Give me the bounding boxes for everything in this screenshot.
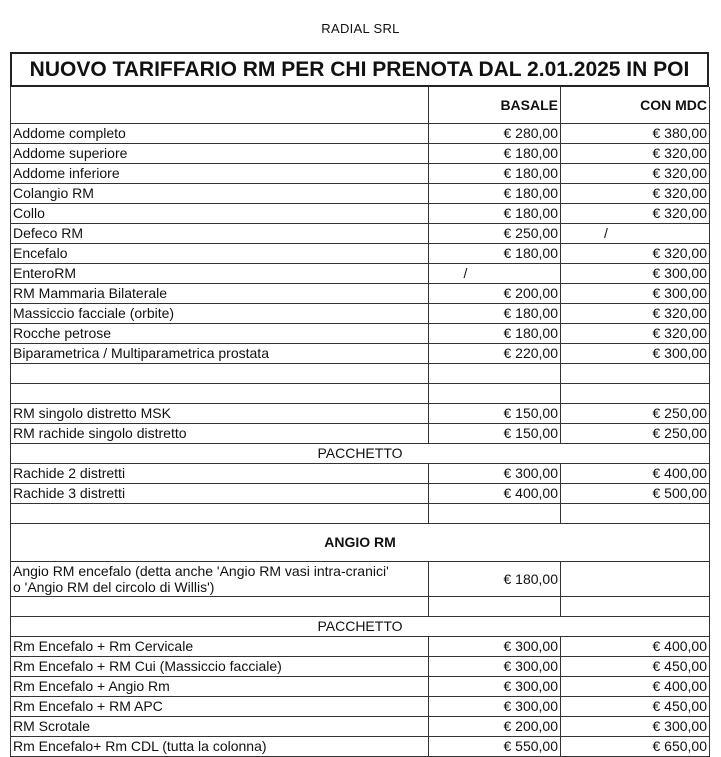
price-basale: € 200,00 (429, 284, 561, 304)
table-row (11, 304, 710, 324)
table-row (11, 697, 710, 717)
exam-name: Rachide 3 distretti (11, 484, 429, 504)
exam-name: Rm Encefalo + Rm Cervicale (11, 637, 429, 657)
pacchetto-heading: PACCHETTO (11, 444, 710, 464)
exam-name: Encefalo (11, 244, 429, 264)
table-row (11, 264, 710, 284)
table-row (11, 637, 710, 657)
price-basale: € 300,00 (429, 637, 561, 657)
exam-name: Rm Encefalo + RM Cui (Massiccio facciale) (11, 657, 429, 677)
price-basale: € 180,00 (429, 244, 561, 264)
price-table (10, 87, 710, 757)
table-header-row (11, 87, 710, 124)
table-row (11, 344, 710, 364)
table-row (11, 144, 710, 164)
angio-line-1: Angio RM encefalo (detta anche 'Angio RM vasi intra-cranici' (13, 563, 389, 579)
exam-name: Rm Encefalo + RM APC (11, 697, 429, 717)
angio-row (11, 562, 710, 597)
price-con-mdc: € 320,00 (561, 324, 710, 344)
table-row (11, 224, 710, 244)
blank-row (11, 597, 710, 617)
angio-exam-name (11, 562, 429, 597)
price-basale: € 550,00 (429, 737, 561, 757)
price-con-mdc: € 380,00 (561, 124, 710, 144)
angio-price-basale: € 180,00 (429, 562, 561, 597)
main-exams-section (11, 124, 710, 364)
price-con-mdc: € 250,00 (561, 424, 710, 444)
table-row (11, 737, 710, 757)
exam-name: Rm Encefalo+ Rm CDL (tutta la colonna) (11, 737, 429, 757)
price-con-mdc: € 300,00 (561, 284, 710, 304)
price-basale: € 150,00 (429, 404, 561, 424)
table-row (11, 484, 710, 504)
table-row (11, 204, 710, 224)
table-row (11, 124, 710, 144)
price-con-mdc: € 450,00 (561, 657, 710, 677)
table-row (11, 324, 710, 344)
price-con-mdc: € 320,00 (561, 164, 710, 184)
price-basale: € 300,00 (429, 697, 561, 717)
angio-line-2: o 'Angio RM del circolo di Willis') (13, 579, 215, 595)
table-row (11, 164, 710, 184)
exam-name: RM Scrotale (11, 717, 429, 737)
price-con-mdc: € 650,00 (561, 737, 710, 757)
exam-name: Rm Encefalo + Angio Rm (11, 677, 429, 697)
price-basale: € 180,00 (429, 144, 561, 164)
price-basale: € 180,00 (429, 164, 561, 184)
table-row (11, 244, 710, 264)
price-con-mdc: € 450,00 (561, 697, 710, 717)
price-basale: € 200,00 (429, 717, 561, 737)
package-section (11, 637, 710, 757)
pacchetto-heading-row-2 (11, 617, 710, 637)
document-title: NUOVO TARIFFARIO RM PER CHI PRENOTA DAL 2.01.2025 IN POI (10, 52, 709, 87)
rachide-section (11, 464, 710, 504)
exam-name: RM Mammaria Bilaterale (11, 284, 429, 304)
price-basale: / (429, 264, 561, 284)
column-header-con-mdc: CON MDC (561, 87, 710, 124)
exam-name: Addome inferiore (11, 164, 429, 184)
price-con-mdc: € 320,00 (561, 144, 710, 164)
exam-name: Addome completo (11, 124, 429, 144)
price-con-mdc: € 400,00 (561, 464, 710, 484)
price-basale: € 280,00 (429, 124, 561, 144)
pacchetto-heading-row (11, 444, 710, 464)
price-con-mdc: € 300,00 (561, 344, 710, 364)
exam-name: RM singolo distretto MSK (11, 404, 429, 424)
table-row (11, 677, 710, 697)
price-basale: € 400,00 (429, 484, 561, 504)
price-basale: € 300,00 (429, 677, 561, 697)
price-basale: € 150,00 (429, 424, 561, 444)
exam-name: Rocche petrose (11, 324, 429, 344)
exam-name: Biparametrica / Multiparametrica prostata (11, 344, 429, 364)
angio-heading-row (11, 524, 710, 562)
price-basale: € 180,00 (429, 304, 561, 324)
header-empty-cell (11, 87, 429, 124)
column-header-basale: BASALE (429, 87, 561, 124)
blank-row (11, 504, 710, 524)
company-name: RADIAL SRL (321, 21, 400, 36)
exam-name: RM rachide singolo distretto (11, 424, 429, 444)
price-con-mdc: € 320,00 (561, 304, 710, 324)
table-row (11, 657, 710, 677)
price-con-mdc: € 500,00 (561, 484, 710, 504)
exam-name: Massiccio facciale (orbite) (11, 304, 429, 324)
table-row (11, 184, 710, 204)
price-con-mdc: € 320,00 (561, 244, 710, 264)
exam-name: Defeco RM (11, 224, 429, 244)
exam-name: Colangio RM (11, 184, 429, 204)
angio-heading: ANGIO RM (11, 524, 710, 562)
exam-name: Addome superiore (11, 144, 429, 164)
price-con-mdc: / (561, 224, 710, 244)
price-basale: € 220,00 (429, 344, 561, 364)
table-row (11, 404, 710, 424)
pacchetto-heading-2: PACCHETTO (11, 617, 710, 637)
table-row (11, 424, 710, 444)
table-row (11, 464, 710, 484)
price-basale: € 180,00 (429, 184, 561, 204)
exam-name: Collo (11, 204, 429, 224)
exam-name: Rachide 2 distretti (11, 464, 429, 484)
price-con-mdc: € 320,00 (561, 204, 710, 224)
price-con-mdc: € 320,00 (561, 184, 710, 204)
price-con-mdc: € 400,00 (561, 637, 710, 657)
table-row (11, 284, 710, 304)
blank-row (11, 384, 710, 404)
blank-row (11, 364, 710, 384)
exam-name: EnteroRM (11, 264, 429, 284)
price-con-mdc: € 400,00 (561, 677, 710, 697)
price-basale: € 180,00 (429, 324, 561, 344)
price-con-mdc: € 300,00 (561, 264, 710, 284)
price-basale: € 180,00 (429, 204, 561, 224)
msk-section (11, 404, 710, 444)
price-basale: € 250,00 (429, 224, 561, 244)
angio-price-mdc (561, 562, 710, 597)
price-basale: € 300,00 (429, 464, 561, 484)
table-row (11, 717, 710, 737)
price-basale: € 300,00 (429, 657, 561, 677)
price-con-mdc: € 300,00 (561, 717, 710, 737)
price-con-mdc: € 250,00 (561, 404, 710, 424)
